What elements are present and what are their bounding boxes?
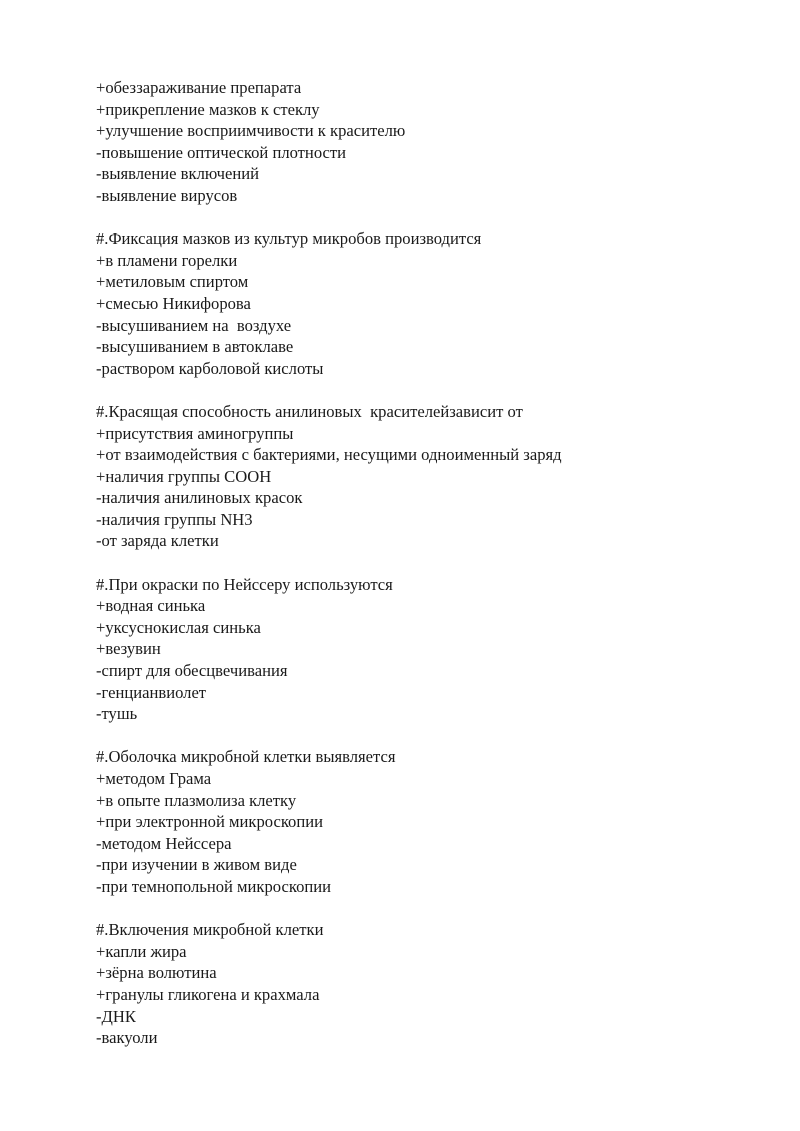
question-block-1 <box>96 77 736 207</box>
answer-option: +в опыте плазмолиза клетку <box>96 790 297 810</box>
answer-option: -раствором карболовой кислоты <box>96 358 324 378</box>
answer-option: +зёрна волютина <box>96 963 217 983</box>
answer-option: -от заряда клетки <box>96 531 219 551</box>
answer-option: -тушь <box>96 704 138 724</box>
answer-option: -генцианвиолет <box>96 682 207 702</box>
answer-option: -при темнопольной микроскопии <box>96 876 332 896</box>
question-block-2 <box>96 228 736 379</box>
question-heading: #.Включения микробной клетки <box>96 920 324 940</box>
answer-option: -выявление вирусов <box>96 185 238 205</box>
answer-option: +наличия группы СООН <box>96 466 272 486</box>
answer-option: -наличия группы NH3 <box>96 509 253 529</box>
answer-option: -вакуоли <box>96 1028 158 1048</box>
answer-option: +везувин <box>96 639 161 659</box>
answer-option: -наличия анилиновых красок <box>96 488 303 508</box>
answer-option: -высушиванием в автоклаве <box>96 337 294 357</box>
answer-option: +метиловым спиртом <box>96 272 249 292</box>
question-heading: #.Оболочка микробной клетки выявляется <box>96 747 396 767</box>
question-block-3 <box>96 401 736 552</box>
answer-option: +от взаимодействия с бактериями, несущими одноименный заряд <box>96 445 562 465</box>
answer-option: +прикрепление мазков к стеклу <box>96 99 320 119</box>
question-heading: #.При окраски по Нейссеру используются <box>96 574 393 594</box>
answer-option: +смесью Никифорова <box>96 293 251 313</box>
answer-option: -спирт для обесцвечивания <box>96 661 288 681</box>
answer-option: +методом Грама <box>96 769 212 788</box>
answer-option: -ДНК <box>96 1006 136 1026</box>
answer-option: +обеззараживание препарата <box>96 78 302 97</box>
answer-option: +улучшение восприимчивости к красителю <box>96 121 406 141</box>
answer-option: +в пламени горелки <box>96 250 238 270</box>
answer-option: +уксуснокислая синька <box>96 617 261 637</box>
answer-option: +капли жира <box>96 941 187 961</box>
question-heading: #.Красящая способность анилиновых красителейзависит от <box>96 401 523 421</box>
answer-option: -при изучении в живом виде <box>96 855 297 875</box>
document-body <box>96 77 736 1070</box>
answer-option: -высушиванием на воздухе <box>96 315 292 335</box>
answer-option: +водная синька <box>96 596 206 616</box>
answer-option: -выявление включений <box>96 164 259 184</box>
answer-option: +присутствия аминогруппы <box>96 423 294 443</box>
question-block-4 <box>96 574 736 725</box>
question-block-6 <box>96 919 736 1049</box>
answer-option: -методом Нейссера <box>96 833 232 853</box>
question-block-5 <box>96 746 736 897</box>
answer-option: +гранулы гликогена и крахмала <box>96 984 320 1004</box>
answer-option: +при электронной микроскопии <box>96 812 323 832</box>
answer-option: -повышение оптической плотности <box>96 142 347 162</box>
question-heading: #.Фиксация мазков из культур микробов производится <box>96 229 482 249</box>
